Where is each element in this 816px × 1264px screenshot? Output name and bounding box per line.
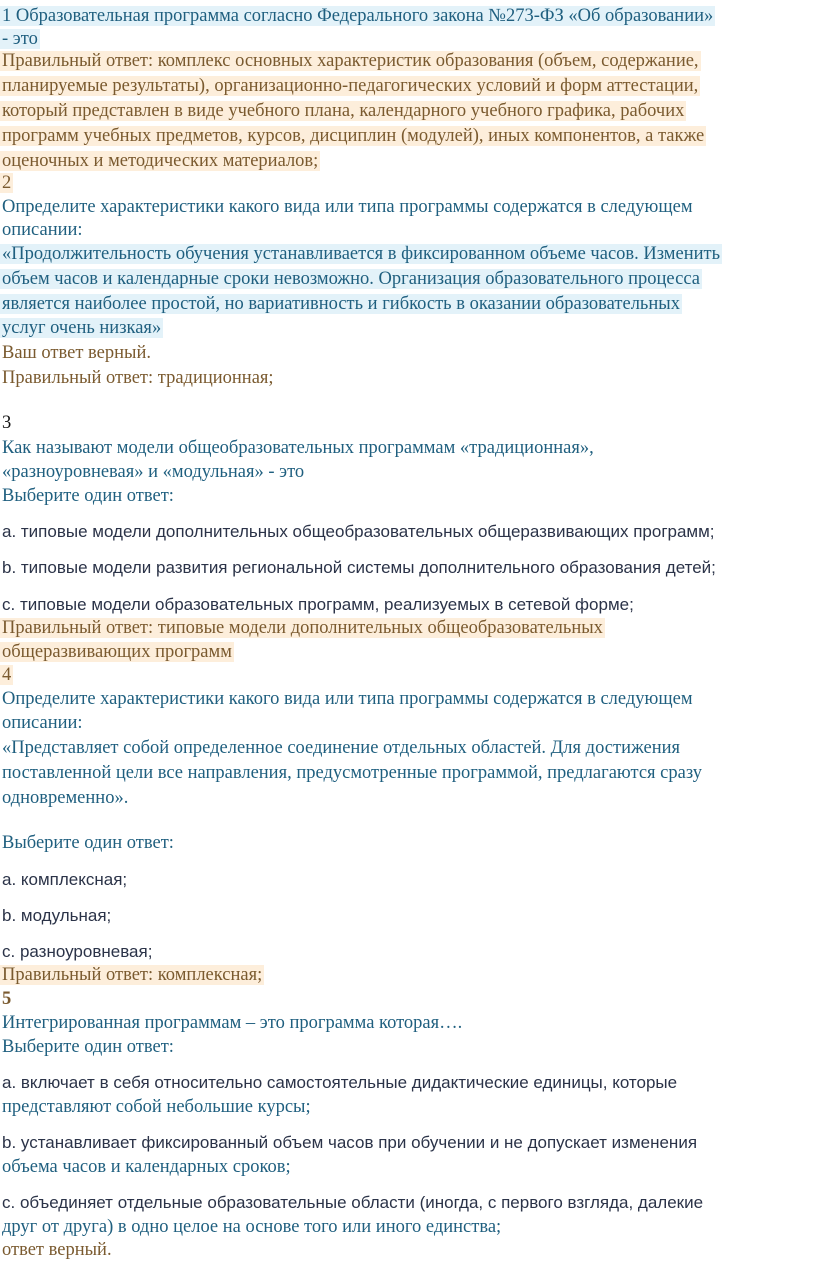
q5-question: Интегрированная программам – это программа которая….	[2, 1013, 463, 1033]
q1-answer-line: оценочных и методических материалов;	[2, 151, 319, 171]
q4-correct-answer: Правильный ответ: комплексная;	[2, 965, 263, 985]
q5-option-a-continued: представляют собой небольшие курсы;	[2, 1097, 311, 1117]
q4-option-b: b. модульная;	[2, 906, 112, 925]
q1-title-line-1: 1 Образовательная программа согласно Федерального закона №273-ФЗ «Об образовании»	[2, 6, 714, 26]
q2-question-line: описании:	[2, 220, 83, 240]
q4-option-c: c. разноуровневая;	[2, 942, 153, 961]
q5-option-a: a. включает в себя относительно самостоятельные дидактические единицы, которые	[2, 1073, 678, 1092]
q3-option-c: c. типовые модели образовательных программ, реализуемых в сетевой форме;	[2, 595, 634, 614]
q2-feedback: Ваш ответ верный.	[2, 343, 152, 363]
q2-quote-line: объем часов и календарные сроки невозможно. Организация образовательного процесса	[2, 269, 700, 289]
q3-question-line: Как называют модели общеобразовательных программам «традиционная»,	[2, 438, 594, 458]
q2-quote-line: является наиболее простой, но вариативность и гибкость в оказании образовательных	[2, 294, 680, 314]
q1-title-line-2: - это	[2, 29, 38, 49]
q3-option-b: b. типовые модели развития региональной системы дополнительного образования детей;	[2, 558, 716, 577]
q5-prompt: Выберите один ответ:	[2, 1037, 174, 1057]
q2-number: 2	[2, 173, 12, 193]
q4-question-line: поставленной цели все направления, предусмотренные программой, предлагаются сразу	[2, 763, 703, 783]
q2-correct-answer: Правильный ответ: традиционная;	[2, 368, 274, 388]
q4-question-line: «Представляет собой определенное соединение отдельных областей. Для достижения	[2, 738, 681, 758]
q4-prompt: Выберите один ответ:	[2, 833, 174, 853]
q1-answer-line: программ учебных предметов, курсов, дисциплин (модулей), иных компонентов, а также	[2, 126, 705, 146]
q5-option-c: c. объединяет отдельные образовательные области (иногда, с первого взгляда, далекие	[2, 1193, 704, 1212]
q3-correct-answer-line: общеразвивающих программ	[2, 642, 232, 662]
q1-answer-line: Правильный ответ: комплекс основных характеристик образования (объем, содержание,	[2, 51, 699, 71]
q4-question-line: описании:	[2, 713, 83, 733]
q5-option-c-continued: друг от друга) в одно целое на основе того или иного единства;	[2, 1217, 502, 1237]
q3-number: 3	[2, 413, 12, 433]
q2-quote-line: услуг очень низкая»	[2, 318, 162, 338]
q5-feedback: ответ верный.	[2, 1240, 112, 1260]
q5-option-b: b. устанавливает фиксированный объем часов при обучении и не допускает изменения	[2, 1133, 698, 1152]
q3-question-line: «разноуровневая» и «модульная» - это	[2, 462, 305, 482]
q2-quote-line: «Продолжительность обучения устанавливается в фиксированном объеме часов. Изменить	[2, 244, 721, 264]
q5-number: 5	[2, 989, 12, 1009]
q3-prompt: Выберите один ответ:	[2, 486, 174, 506]
q1-answer-line: планируемые результаты), организационно-педагогических условий и форм аттестации,	[2, 76, 699, 96]
q5-option-b-continued: объема часов и календарных сроков;	[2, 1157, 291, 1177]
q3-option-a: a. типовые модели дополнительных общеобразовательных общеразвивающих программ;	[2, 522, 715, 541]
q4-question-line: Определите характеристики какого вида или типа программы содержатся в следующем	[2, 689, 693, 709]
q4-option-a: a. комплексная;	[2, 870, 128, 889]
q4-number: 4	[2, 665, 12, 685]
q3-correct-answer-line: Правильный ответ: типовые модели дополнительных общеобразовательных	[2, 618, 603, 638]
q4-question-line: одновременно».	[2, 788, 129, 808]
q1-answer-line: который представлен в виде учебного плана, календарного учебного графика, рабочих	[2, 101, 685, 121]
q2-question-line: Определите характеристики какого вида или типа программы содержатся в следующем	[2, 197, 693, 217]
